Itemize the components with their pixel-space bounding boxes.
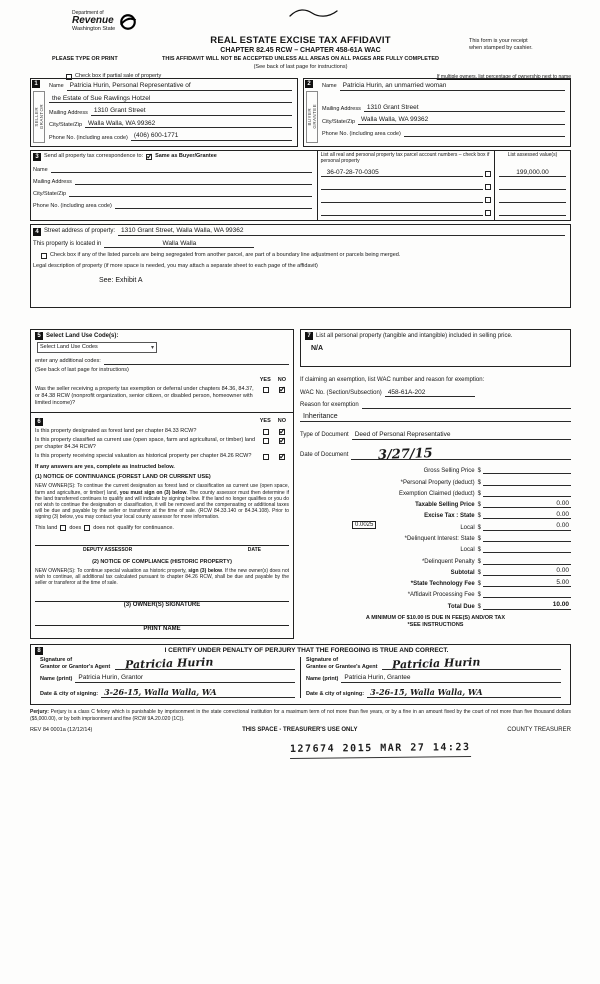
document-date-label: Date of Document [300, 452, 349, 459]
minimum-fee-note: A MINIMUM OF $10.00 IS DUE IN FEE(S) AND/OR TAX [365, 614, 506, 621]
send-correspondence-label: Send all property tax correspondence to: [44, 153, 144, 159]
notice-compliance-body [35, 568, 289, 587]
excise-tax-state-label: Excise Tax : State [424, 513, 475, 520]
seller-mailing-label: Mailing Address [49, 109, 88, 116]
qualify-label: qualify for continuance. [117, 524, 174, 531]
logo-state-line: Washington State [72, 26, 116, 33]
dollar-sign: $ [477, 603, 481, 610]
additional-codes-input[interactable] [104, 357, 289, 365]
receipt-note-line1: This form is your receipt [469, 38, 528, 44]
correspondence-phone-label: Phone No. (including area code) [33, 202, 112, 209]
document-type-field[interactable]: Deed of Personal Representative [352, 431, 571, 440]
section-2-badge: 2 [305, 80, 313, 88]
reason-input[interactable] [362, 401, 571, 409]
dor-swirl-icon [119, 13, 137, 31]
seller-csz-field[interactable]: Walla Walla, WA 99362 [85, 120, 292, 129]
grantee-signature-value: Patricia Hurin [392, 655, 481, 672]
historic-yes-checkbox[interactable] [263, 454, 269, 460]
wac-row [300, 389, 571, 398]
additional-codes-row [35, 357, 289, 365]
correspondence-mailing-label: Mailing Address [33, 178, 72, 185]
header-instructions-row [30, 56, 571, 64]
buyer-csz-field[interactable]: Walla Walla, WA 99362 [358, 116, 565, 125]
multiple-owners-note: If multiple owners, list percentage of ownership next to name [436, 73, 571, 80]
wac-number-field[interactable]: 458-61A-202 [385, 389, 475, 398]
form-revision-number: REV 84 0001a (12/12/14) [30, 727, 93, 734]
partial-sale-label: Check box if partial sale of property [75, 73, 162, 80]
buyer-spacer [322, 91, 565, 100]
delinquent-interest-local-label: Local [460, 547, 475, 554]
county-treasurer-label: COUNTY TREASURER [507, 726, 571, 733]
seller-name-row-2 [49, 95, 292, 104]
assessed-value-field-4[interactable] [499, 208, 566, 216]
personal-property-deduct-label: *Personal Property (deduct) [400, 479, 475, 486]
grantee-signature-row [306, 657, 561, 670]
this-land-label: This land [35, 524, 58, 531]
forest-land-question-row [35, 428, 289, 435]
grantee-name-print-label: Name (print) [306, 675, 339, 682]
seller-section [30, 78, 298, 147]
section-5-badge: 5 [35, 332, 43, 340]
deputy-date-label: DATE [247, 546, 261, 553]
parcel-number-field-2[interactable] [321, 182, 483, 190]
notice1-part-a: NEW OWNER(S): To continue the current designation as forest land or classification as current use (open space, farm and agriculture, or timber) land, [35, 483, 289, 496]
dollar-sign: $ [477, 569, 481, 576]
current-use-question: Is this property classified as current use (open space, farm and agricultural, or timber) land per chapter 84.34 RCW? [35, 437, 256, 451]
forest-no-checkbox[interactable] [279, 429, 285, 435]
segregated-checkbox[interactable] [41, 253, 47, 259]
send-correspondence-row [33, 153, 312, 161]
deferral-yes-checkbox[interactable] [263, 387, 269, 393]
segregated-row [33, 252, 565, 259]
notice-continuance-title: (1) NOTICE OF CONTINUANCE (FOREST LAND OR CURRENT USE) [35, 474, 211, 481]
delinquent-penalty-row [300, 553, 571, 564]
assessed-value-field[interactable]: 199,000.00 [499, 169, 566, 178]
land-use-section [30, 329, 294, 413]
no-header-5: NO [277, 377, 286, 384]
assessed-values-column [494, 151, 570, 221]
grantor-name-field[interactable]: Patricia Hurin, Grantor [75, 674, 295, 683]
buyer-side-word: BUYER [307, 107, 312, 126]
street-address-label: Street address of property: [44, 227, 116, 234]
form-content [30, 10, 571, 758]
section-4-badge: 4 [33, 228, 41, 236]
assessed-value-field-2[interactable] [499, 182, 566, 190]
see-instructions-note: *SEE INSTRUCTIONS [407, 621, 464, 628]
delinquent-penalty-field[interactable] [483, 557, 571, 565]
footer-row [30, 727, 571, 735]
reason-row [300, 401, 571, 409]
grantee-date-field[interactable] [367, 687, 561, 699]
seller-side-word: SELLER [34, 106, 39, 127]
excise-tax-local-row [300, 519, 571, 530]
grantor-date-field[interactable] [101, 687, 295, 699]
dollar-sign: $ [477, 524, 481, 531]
correspondence-address-row [33, 177, 312, 185]
grantor-date-city-label: Date & city of signing: [40, 691, 99, 698]
deferral-question: Was the seller receiving a property tax exemption or deferral under chapters 84.36, 84.37, or 84.38 RCW (nonprofit organization, senior citizen, or disabled person, homeowner with limited income)? [35, 386, 254, 407]
perjury-text: Perjury is a class C felony which is punishable by imprisonment in the state correctional institution for a maximum term of not more than five years, or by a fine in an amount fixed by the court of not more than five thousand dollars ($5,000.00), or by both imprisonment and fine (RCW 9A.20.020 (1C)). [30, 709, 572, 722]
does-not-label: does not [93, 524, 115, 531]
reason-label: Reason for exemption [300, 401, 359, 408]
if-yes-note: If any answers are yes, complete as instructed below. [35, 464, 175, 471]
certification-section [30, 644, 571, 705]
excise-tax-state-field[interactable]: 0.00 [483, 511, 571, 520]
tax-computation-table [300, 463, 571, 610]
same-as-buyer-label: Same as Buyer/Grantee [155, 153, 217, 159]
buyer-mailing-field[interactable]: 1310 Grant Street [364, 104, 565, 113]
dor-logo-text [72, 10, 115, 33]
reason-value-field[interactable]: Inheritance [300, 413, 571, 422]
form-title: REAL ESTATE EXCISE TAX AFFIDAVIT [210, 35, 391, 47]
no-header-6: NO [277, 418, 286, 425]
grantor-name-row [40, 674, 295, 683]
buyer-phone-row [322, 129, 565, 137]
perjury-statement [30, 709, 571, 721]
located-in-field[interactable]: Walla Walla [104, 240, 254, 249]
wac-label: WAC No. (Section/Subsection) [300, 389, 382, 396]
parcel-row-2 [321, 182, 491, 190]
total-due-field[interactable]: 10.00 [483, 601, 571, 610]
assessed-values-header: List assessed value(s) [507, 151, 558, 158]
dollar-sign: $ [477, 513, 481, 520]
does-qualify-checkbox[interactable] [60, 525, 66, 531]
grantee-date-city-label: Date & city of signing: [306, 691, 365, 698]
delinquent-interest-local-row [300, 542, 571, 553]
seller-name-row [49, 82, 292, 91]
buyer-address-row [322, 104, 565, 113]
buyer-phone-field[interactable] [404, 129, 565, 137]
signature-of-label: Signature of [306, 657, 339, 664]
exemption-claimed-label: Exemption Claimed (deduct) [398, 490, 475, 497]
parcel-number-field-4[interactable] [321, 208, 483, 216]
subtotal-field[interactable]: 0.00 [483, 567, 571, 576]
seller-phone-row [49, 132, 292, 141]
land-use-header-row [35, 332, 289, 340]
signature-of-label: Signature of [40, 657, 73, 664]
land-qualify-row [35, 525, 289, 532]
certify-row [35, 647, 566, 655]
personal-property-deduct-field[interactable] [483, 478, 571, 486]
taxable-selling-price-label: Taxable Selling Price [415, 502, 475, 509]
legal-description-label: Legal description of property (if more space is needed, you may attach a separate sheet to each page of the affidavit) [33, 263, 318, 270]
grantee-agent-label: Grantee or Grantee's Agent [306, 663, 378, 670]
assessed-value-field-3[interactable] [499, 195, 566, 203]
grantee-signature-field[interactable] [382, 657, 561, 670]
logo-revenue-line: Revenue [72, 15, 114, 27]
correspondence-phone-input[interactable] [115, 201, 312, 209]
buyer-grantee-side-label [306, 91, 318, 143]
section-3-badge: 3 [33, 153, 41, 161]
grantor-signature-label [40, 657, 110, 670]
notice1-part-bold: you must sign on (3) below [119, 489, 187, 496]
personal-property-header-row [305, 332, 566, 340]
correspondence-csz-label: City/State/Zip [33, 190, 67, 197]
personal-property-label: List all personal property (tangible and intangible) included in selling price. [316, 332, 513, 339]
forest-yes-checkbox[interactable] [263, 429, 269, 435]
grantee-date-value: 3-26-15, Walla Walla, WA [370, 686, 483, 697]
local-rate-box: 0.0025 [352, 521, 376, 529]
subtotal-row [300, 565, 571, 576]
notice2-part-c: . If the new owner(s) does not wish to continue, all additional tax calculated pursuant to chapter 84.26 RCW, shall be due and payable by the seller or transferor at the time of sale. [35, 567, 289, 587]
notice-compliance-title: (2) NOTICE OF COMPLIANCE (HISTORIC PROPERTY) [92, 558, 232, 565]
deferral-checkboxes [263, 386, 289, 393]
seller-address-row [49, 107, 292, 116]
buyer-name-row [322, 82, 565, 91]
handwritten-document-date: 3/27/15 [377, 445, 433, 463]
grantee-name-row [306, 674, 561, 683]
dollar-sign: $ [477, 558, 481, 565]
state-technology-fee-label: *State Technology Fee [410, 581, 475, 588]
perjury-label: Perjury: [30, 709, 49, 716]
located-in-label: This property is located in [33, 240, 102, 247]
buyer-name-field[interactable]: Patricia Hurin, an unmarried woman [340, 82, 565, 91]
signature-columns [35, 657, 566, 698]
street-address-field[interactable]: 1310 Grant Street, Walla Walla, WA 99362 [118, 227, 565, 236]
dollar-sign: $ [477, 581, 481, 588]
yes-no-header-5 [35, 377, 289, 384]
subtotal-label: Subtotal [450, 569, 475, 576]
delinquent-interest-state-row [300, 531, 571, 542]
lower-columns [30, 329, 571, 639]
street-address-row [33, 227, 565, 236]
historic-question-row [35, 453, 289, 460]
personal-property-section [300, 329, 571, 367]
delinquent-interest-local-field[interactable] [483, 545, 571, 553]
state-technology-fee-row [300, 576, 571, 587]
personal-property-checkbox-1[interactable] [485, 171, 491, 177]
form-chapter: CHAPTER 82.45 RCW – CHAPTER 458-61A WAC [220, 47, 381, 55]
type-or-print-label: PLEASE TYPE OR PRINT [52, 56, 118, 63]
correspondence-left [31, 151, 317, 221]
notice1-part-c: . The county assessor must then determine if the land transferred continues to qualify and will indicate by signing below. If the land no longer qualifies or you do not wish to continue the designation or classification, it will be removed and the compensating or additional taxes will be due and payable by the seller or transferor at the time of sale. (RCW 84.33.140 or 84.34.108). Prior to signing (3) below, you may contact your local county assessor for more information. [35, 489, 289, 521]
section-7-badge: 7 [305, 332, 313, 340]
certify-statement: I CERTIFY UNDER PENALTY OF PERJURY THAT THE FOREGOING IS TRUE AND CORRECT. [164, 647, 449, 655]
personal-property-checkbox-4[interactable] [485, 210, 491, 216]
parcel-row-3 [321, 195, 491, 203]
buyer-mailing-label: Mailing Address [322, 106, 361, 112]
total-due-label: Total Due [447, 603, 475, 610]
historic-question: Is this property receiving special valuation as historical property per chapter 84.26 RCW? [35, 453, 252, 460]
personal-property-checkbox-2[interactable] [485, 184, 491, 190]
treasurer-date-stamp: 127674 2015 MAR 27 14:23 [290, 742, 471, 759]
legal-description-value: See: Exhibit A [99, 277, 143, 285]
current-use-question-row [35, 437, 289, 451]
logo-dept-line: Department of [72, 10, 104, 16]
grantee-signature-label [306, 657, 377, 670]
parcel-numbers-column [318, 151, 494, 221]
land-use-dropdown-value: Select Land Use Codes [40, 344, 98, 351]
seller-mailing-field[interactable]: 1310 Grant Street [91, 107, 292, 116]
current-use-yes-checkbox[interactable] [263, 438, 269, 444]
grantee-date-row [306, 687, 561, 699]
seller-name-field[interactable]: Patricia Hurin, Personal Representative of [67, 82, 292, 91]
print-name-label: PRINT NAME [143, 625, 181, 632]
taxable-selling-price-field[interactable]: 0.00 [483, 500, 571, 509]
correspondence-name-label: Name [33, 166, 48, 173]
excise-tax-local-field[interactable]: 0.00 [483, 522, 571, 531]
parcel-row-4 [321, 208, 491, 216]
correspondence-mailing-input[interactable] [75, 177, 312, 185]
parcel-number-field[interactable]: 36-07-28-70-0305 [321, 169, 483, 178]
deputy-assessor-row [35, 546, 289, 553]
buyer-section [303, 78, 571, 147]
grantor-name-print-label: Name (print) [40, 675, 73, 682]
seller-csz-row [49, 120, 292, 129]
affidavit-processing-fee-row [300, 587, 571, 598]
land-classification-section [30, 413, 294, 639]
buyer-csz-row [322, 116, 565, 125]
land-use-see-back: (See back of last page for instructions) [35, 367, 129, 374]
excise-tax-state-row [300, 508, 571, 519]
yes-no-header-6 [35, 418, 289, 426]
handwritten-mark-icon [286, 6, 340, 20]
parcel-numbers-header: List all real and personal property tax parcel account numbers – check box if personal property [320, 151, 490, 164]
buyer-csz-label: City/State/Zip [322, 118, 356, 125]
correspondence-name-row [33, 165, 312, 173]
right-column [300, 329, 571, 628]
historic-checkboxes [263, 453, 289, 460]
taxable-selling-price-row [300, 497, 571, 508]
does-not-qualify-checkbox[interactable] [84, 525, 90, 531]
exemption-instruction: If claiming an exemption, list WAC number and reason for exemption: [300, 377, 485, 384]
does-label: does [69, 524, 82, 531]
grantor-agent-label: Grantor or Grantor's Agent [40, 663, 111, 670]
yes-header-6: YES [259, 418, 271, 425]
receipt-note-line2: when stamped by cashier. [469, 44, 533, 51]
current-use-checkboxes [263, 437, 289, 444]
correspondence-name-input[interactable] [51, 165, 312, 173]
yes-header-5: YES [259, 377, 271, 384]
grantor-date-value: 3-26-15, Walla Walla, WA [104, 686, 217, 697]
exemption-claimed-row [300, 486, 571, 497]
personal-property-value[interactable]: N/A [311, 345, 324, 353]
grantee-signature-column [300, 657, 566, 698]
gross-selling-price-row [300, 463, 571, 474]
section-1-badge: 1 [32, 80, 40, 88]
seller-name-label: Name [49, 83, 64, 90]
grantor-side-word: GRANTOR [39, 104, 44, 130]
buyer-name-label: Name [322, 83, 337, 90]
grantee-side-word: GRANTEE [312, 104, 317, 130]
document-date-row [300, 443, 571, 463]
deferral-no-checkbox[interactable] [279, 387, 285, 393]
current-use-no-checkbox[interactable] [279, 438, 285, 444]
correspondence-csz-row [33, 189, 312, 197]
personal-property-deduct-row [300, 474, 571, 485]
dollar-sign: $ [477, 535, 481, 542]
parcel-area [317, 151, 570, 221]
dollar-sign: $ [477, 468, 481, 475]
seller-grantor-side-label [33, 91, 45, 143]
seller-name-field-2[interactable]: the Estate of Sue Rawlings Hotzel [49, 95, 292, 104]
land-use-dropdown[interactable] [37, 342, 157, 353]
dollar-sign: $ [477, 490, 481, 497]
dollar-sign: $ [477, 479, 481, 486]
excise-tax-local-label: Local [460, 524, 475, 531]
forest-land-question: Is this property designated as forest land per chapter 84.33 RCW? [35, 428, 197, 435]
affidavit-processing-fee-label: *Affidavit Processing Fee [407, 592, 475, 599]
deputy-assessor-label: DEPUTY ASSESSOR [83, 546, 133, 553]
not-accepted-warning: THIS AFFIDAVIT WILL NOT BE ACCEPTED UNLESS ALL AREAS ON ALL PAGES ARE FULLY COMPLETED [162, 56, 439, 63]
grantee-name-field[interactable]: Patricia Hurin, Grantee [341, 674, 561, 683]
dollar-sign: $ [477, 547, 481, 554]
receipt-note [469, 38, 569, 51]
parcel-row-1 [321, 169, 491, 178]
seller-phone-field[interactable]: (406) 600-1771 [131, 132, 292, 141]
state-technology-fee-field[interactable]: 5.00 [483, 579, 571, 588]
grantor-signature-column [35, 657, 300, 698]
grantor-signature-value: Patricia Hurin [124, 655, 214, 672]
gross-selling-price-field[interactable] [483, 466, 571, 474]
exemption-claimed-field[interactable] [483, 489, 571, 497]
notice-continuance-body [35, 483, 289, 520]
delinquent-penalty-label: *Delinquent Penalty [421, 558, 475, 565]
deferral-question-row [35, 386, 289, 407]
section-6-badge: 6 [35, 418, 43, 426]
seller-csz-label: City/State/Zip [49, 122, 83, 128]
tax-correspondence-section [30, 150, 571, 222]
buyer-phone-label: Phone No. (including area code) [322, 130, 401, 137]
owners-signature-label: (3) OWNER(S) SIGNATURE [123, 602, 201, 609]
personal-property-checkbox-3[interactable] [485, 197, 491, 203]
left-column [30, 329, 294, 639]
legal-description-row [33, 263, 565, 270]
seller-phone-label: Phone No. (including area code) [49, 134, 128, 141]
segregated-label: Check box if any of the listed parcels are being segregated from another parcel, are part of a boundary line adjustment or parcels being merged. [50, 252, 401, 259]
forest-land-checkboxes [263, 428, 289, 435]
gross-selling-price-label: Gross Selling Price [423, 468, 475, 475]
parcel-number-field-3[interactable] [321, 195, 483, 203]
parties-row [30, 78, 571, 147]
dollar-sign: $ [477, 592, 481, 599]
treasurer-use-label: THIS SPACE - TREASURER'S USE ONLY [242, 726, 358, 733]
notice2-part-bold: sign (3) below [188, 567, 222, 574]
land-use-label: Select Land Use Code(s): [46, 332, 119, 339]
total-due-row [300, 598, 571, 609]
grantor-date-row [40, 687, 295, 699]
historic-no-checkbox[interactable] [279, 454, 285, 460]
grantor-signature-row [40, 657, 295, 670]
located-in-row [33, 240, 565, 249]
see-back-note: (See back of last page for instructions) [253, 64, 348, 71]
chevron-down-icon: ▾ [150, 345, 154, 352]
affidavit-processing-fee-field[interactable] [483, 590, 571, 598]
document-type-label: Type of Document [300, 432, 349, 439]
same-as-buyer-checkbox[interactable] [146, 154, 152, 160]
document-type-row [300, 431, 571, 440]
grantor-signature-field[interactable] [115, 657, 295, 670]
property-address-section [30, 224, 571, 308]
correspondence-csz-input[interactable] [69, 189, 312, 197]
delinquent-interest-state-field[interactable] [483, 534, 571, 542]
delinquent-interest-state-label: *Delinquent Interest: State [404, 535, 475, 542]
dollar-sign: $ [477, 502, 481, 509]
notice2-part-a: NEW OWNER(S): To continue special valuation as historic property, [35, 567, 189, 574]
correspondence-phone-row [33, 201, 312, 209]
form-header [30, 10, 571, 80]
section-8-badge: 8 [35, 647, 43, 655]
additional-codes-label: enter any additional codes: [35, 358, 101, 365]
